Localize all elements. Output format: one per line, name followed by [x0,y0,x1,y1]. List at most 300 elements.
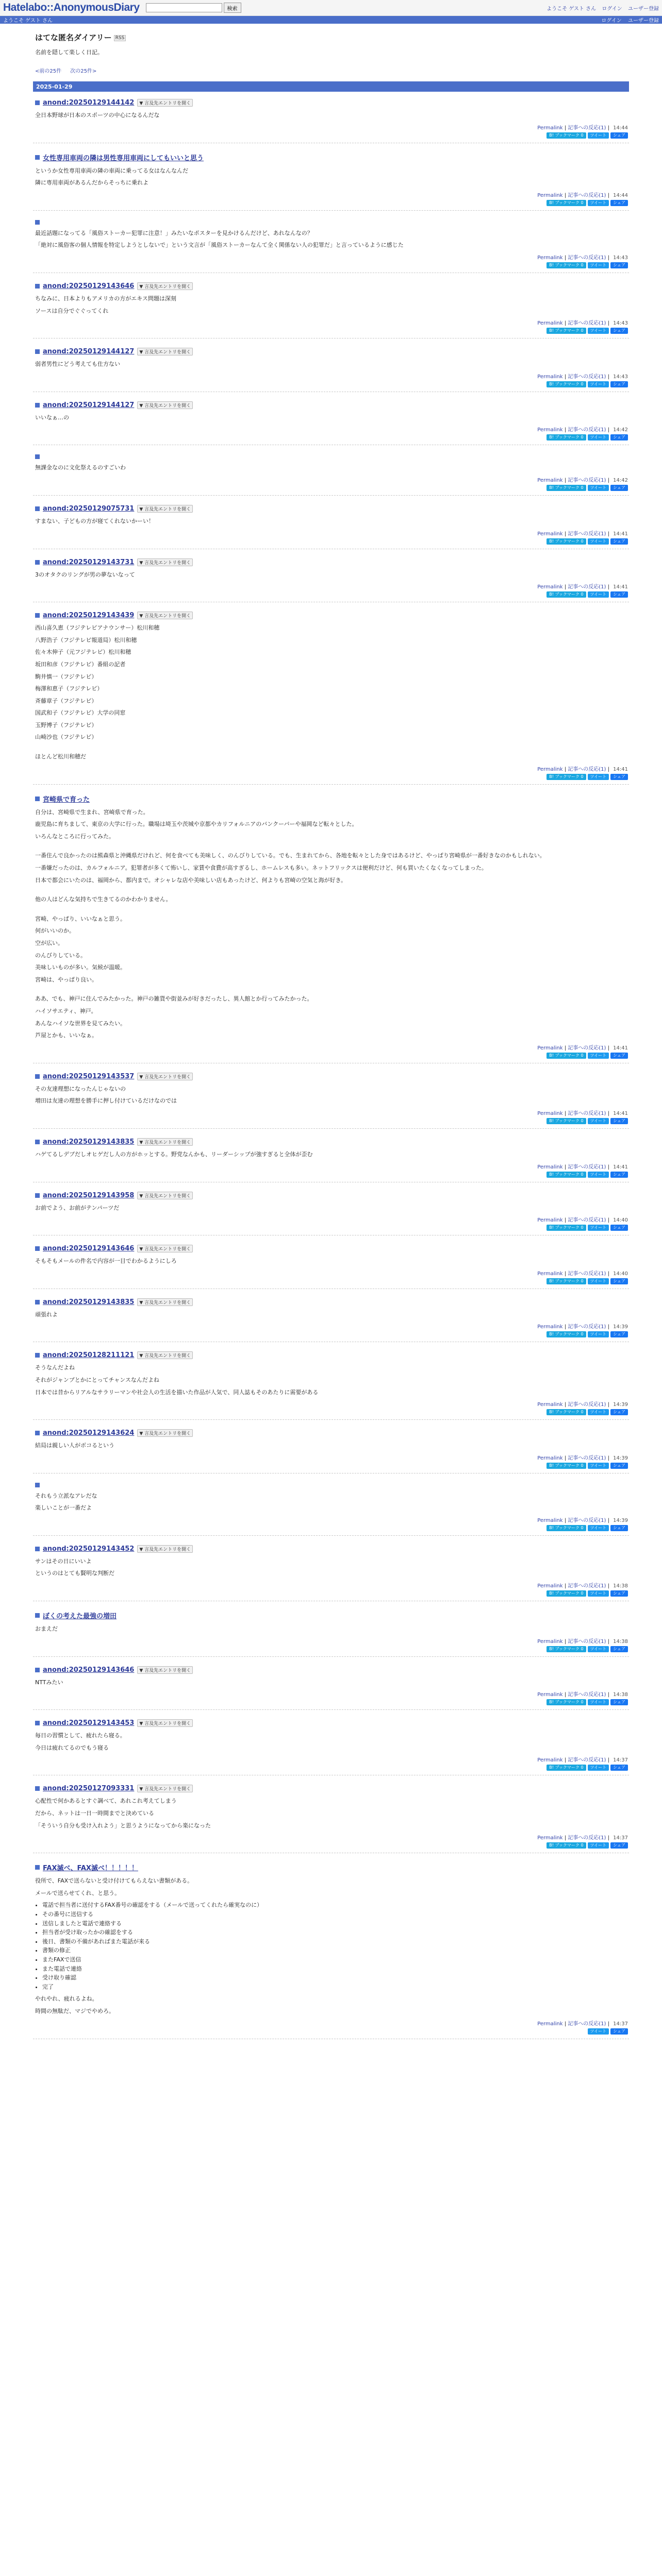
entry-paragraph: 心配性で何かあるとすぐ調べて、あれこれ考えてしまう [35,1798,177,1805]
hatena-bookmark-button[interactable]: B! ブックマーク 0 [547,774,586,780]
share-buttons [35,1646,628,1652]
trackback-link[interactable]: 記事への反応(1) [568,2021,606,2027]
tweet-button[interactable]: ツイート [588,262,609,268]
facebook-share-button[interactable]: シェア [610,1525,628,1531]
entry-paragraph: 弱者男性にどう考えても仕方ない [35,361,120,368]
entry-paragraph: それもう立派なアレだな [35,1492,97,1499]
trackback-link[interactable]: 記事への反応(1) [568,192,606,198]
entry-list-block [42,1901,628,1991]
entry-title-link[interactable]: anond:20250129144127 [43,401,135,409]
facebook-share-button[interactable]: シェア [610,200,628,206]
top-link-register[interactable]: ユーザー登録 [628,6,659,12]
entry-title-link[interactable]: anond:20250129143958 [43,1191,135,1199]
entry [33,607,629,785]
entry-footer: Permalink | 記事への反応(1) | 14:40 [537,1217,628,1224]
entry-paragraph: お前でよう、お前がテンパーツだ [35,1204,120,1211]
permalink-link[interactable]: Permalink [537,1217,563,1224]
permalink-link[interactable]: Permalink [537,1638,563,1645]
entry-paragraph: 八野浩子（フジテレビ報道局）松川和穂 [35,636,137,643]
entry-time: 14:44 [613,125,628,131]
tweet-button[interactable]: ツイート [588,434,609,440]
hatena-bookmark-button[interactable]: B! ブックマーク 0 [547,1053,586,1059]
entry-title-link[interactable]: anond:20250129143439 [43,612,135,620]
facebook-share-button[interactable]: シェア [610,434,628,440]
entry-title [35,1666,628,1674]
trackback-link[interactable]: 記事への反応(1) [568,1757,606,1764]
entry-paragraph: というのはとても賢明な判断だ [35,1570,114,1577]
tweet-button[interactable]: ツイート [588,1409,609,1415]
entry-marker-icon[interactable] [35,1300,40,1304]
facebook-share-button[interactable]: シェア [610,328,628,334]
entry-marker-icon[interactable] [35,1353,40,1358]
open-anchor-button[interactable]: ▼ 言及先エントリを開く [137,1429,193,1437]
entry-marker-icon[interactable] [35,1721,40,1725]
tweet-button[interactable]: ツイート [588,2028,609,2035]
entry-paragraph: NTTみたい [35,1679,63,1686]
entry-list-item: • その番号に送信する [42,1910,628,1919]
facebook-share-button[interactable]: シェア [610,1699,628,1705]
pager-next-link[interactable]: 次の25件> [70,69,97,74]
trackback-link[interactable]: 記事への反応(1) [568,255,606,261]
trackback-link[interactable]: 記事への反応(1) [568,1270,606,1277]
entry-title [35,1545,628,1553]
facebook-share-button[interactable]: シェア [610,1765,628,1771]
entry-body [35,294,628,315]
entry-title-link[interactable]: anond:20250128211121 [43,1351,135,1360]
hatena-bookmark-button[interactable]: B! ブックマーク 0 [547,1525,586,1531]
share-buttons [35,434,628,440]
diary-title [35,32,662,43]
entry [33,790,629,1063]
open-anchor-button[interactable]: ▼ 言及先エントリを開く [137,558,193,566]
entry-footer: Permalink | 記事への反応(1) | 14:41 [537,531,628,537]
entry-paragraph: 「そういう自分も受け入れよう」と思うようになってから楽になった [35,1822,211,1829]
hatena-bookmark-button[interactable]: B! ブックマーク 0 [547,1646,586,1652]
entry-marker-icon[interactable] [35,1246,40,1251]
facebook-share-button[interactable]: シェア [610,774,628,780]
permalink-link[interactable]: Permalink [537,1164,563,1170]
facebook-share-button[interactable]: シェア [610,2028,628,2035]
entry-marker-icon[interactable] [35,100,40,105]
entry-body [35,570,628,580]
permalink-link[interactable]: Permalink [537,255,563,261]
open-anchor-button[interactable]: ▼ 言及先エントリを開く [137,1719,193,1727]
open-anchor-button[interactable]: ▼ 言及先エントリを開く [137,1073,193,1080]
entry-marker-icon[interactable] [35,1613,40,1618]
tweet-button[interactable]: ツイート [588,328,609,334]
share-buttons [35,591,628,598]
facebook-share-button[interactable]: シェア [610,1409,628,1415]
trackback-link[interactable]: 記事への反応(1) [568,1835,606,1841]
tweet-button[interactable]: ツイート [588,1278,609,1284]
trackback-link[interactable]: 記事への反応(1) [568,427,606,433]
entry [33,148,629,211]
entry-marker-icon[interactable] [35,1786,40,1791]
facebook-share-button[interactable]: シェア [610,538,628,545]
open-anchor-button[interactable]: ▼ 言及先エントリを開く [137,1785,193,1792]
share-buttons [35,262,628,268]
facebook-share-button[interactable]: シェア [610,1278,628,1284]
entry-paragraph: そもそもメールの件名で内容が一目でわかるようにしろ [35,1258,177,1265]
open-anchor-button[interactable]: ▼ 言及先エントリを開く [137,1351,193,1359]
entry [33,1858,629,2039]
hatena-bookmark-button[interactable]: B! ブックマーク 0 [547,1765,586,1771]
tweet-button[interactable]: ツイート [588,1765,609,1771]
entry-marker-icon[interactable] [35,1668,40,1672]
trackback-link[interactable]: 記事への反応(1) [568,1164,606,1170]
login-link[interactable]: ログイン [601,18,622,24]
entry-body [35,1678,628,1687]
entry-footer: Permalink | 記事への反応(1) | 14:39 [537,1402,628,1408]
rss-icon[interactable]: RSS [114,35,126,41]
permalink-link[interactable]: Permalink [537,2021,563,2027]
tweet-button[interactable]: ツイート [588,1118,609,1124]
permalink-link[interactable]: Permalink [537,584,563,590]
entry-time: 14:43 [613,374,628,380]
entry-title-link[interactable]: 宮崎県で育った [43,795,90,804]
hatena-bookmark-button[interactable]: B! ブックマーク 0 [547,591,586,598]
permalink-link[interactable]: Permalink [537,1692,563,1698]
trackback-link[interactable]: 記事への反応(1) [568,1638,606,1645]
entry-title-link[interactable]: anond:20250129075731 [43,504,135,513]
entry-title-link[interactable]: anond:20250129144142 [43,99,135,107]
entry-footer: Permalink | 記事への反応(1) | 14:44 [537,192,628,198]
trackback-link[interactable]: 記事への反応(1) [568,1045,606,1051]
entry-marker-icon[interactable] [35,1140,40,1144]
entry-marker-icon[interactable] [35,155,40,160]
entry-footer: Permalink | 記事への反応(1) | 14:39 [537,1517,628,1523]
entry-paragraph: 無課金なのに文化祭えるのすごいわ [35,464,126,471]
tweet-button[interactable]: ツイート [588,774,609,780]
entry-paragraph [35,844,628,848]
entry-title-link[interactable]: anond:20250129143537 [43,1072,135,1080]
trackback-link[interactable]: 記事への反応(1) [568,1324,606,1330]
hatena-bookmark-button[interactable]: B! ブックマーク 0 [547,132,586,139]
entry-title-link[interactable]: anond:20250129143453 [43,1719,135,1727]
diary-title-link[interactable]: はてな匿名ダイアリー [35,33,112,42]
entry-marker-icon[interactable] [35,506,40,511]
permalink-link[interactable]: Permalink [537,1270,563,1277]
permalink-link[interactable]: Permalink [537,1835,563,1841]
entry-paragraph: 一番住んで良かったのは熊森県と沖縄県だけれど、何を食べても美味しく、のんびりしている。でも、生まれてから、各地を転々とした身ではあるけど、やっぱり宮崎県が一番好きなのかもしれない。 [35,852,545,859]
tweet-button[interactable]: ツイート [588,200,609,206]
hatena-bookmark-button[interactable]: B! ブックマーク 0 [547,1842,586,1849]
open-anchor-button[interactable]: ▼ 言及先エントリを開く [137,99,193,107]
entry-body [35,1731,628,1752]
tweet-button[interactable]: ツイート [588,1590,609,1597]
permalink-link[interactable]: Permalink [537,1757,563,1764]
entry-marker-icon[interactable] [35,1483,40,1487]
hatena-bookmark-button[interactable]: B! ブックマーク 0 [547,1590,586,1597]
entry-body [35,229,628,250]
open-anchor-button[interactable]: ▼ 言及先エントリを開く [137,1192,193,1199]
search-input[interactable] [146,3,222,12]
entry-title [35,612,628,619]
hatena-bookmark-button[interactable]: B! ブックマーク 0 [547,1699,586,1705]
trackback-link[interactable]: 記事への反応(1) [568,1692,606,1698]
hatena-bookmark-button[interactable]: B! ブックマーク 0 [547,538,586,545]
entry-marker-icon[interactable] [35,1431,40,1435]
entry-title-link[interactable]: ぼくの考えた最強の増田 [43,1613,117,1621]
entry-paragraph: というか女性専用車両の隣の車両に乗ってる女はなんなんだ [35,167,188,174]
tweet-button[interactable]: ツイート [588,1172,609,1178]
hatena-bookmark-button[interactable]: B! ブックマーク 0 [547,1331,586,1337]
facebook-share-button[interactable]: シェア [610,381,628,387]
entry-title-link[interactable]: anond:20250129143452 [43,1545,135,1553]
entry-paragraph [35,888,628,892]
entry-paragraph: いろんなところに行ってみた。 [35,833,114,840]
entry-title-link[interactable]: FAX滅べ、FAX滅べ！！！！！ [43,1865,138,1873]
entry-title [35,1192,628,1199]
top-links [542,4,659,12]
entry-footer: Permalink | 記事への反応(1) | 14:41 [537,584,628,590]
entry-marker-icon[interactable] [35,1547,40,1551]
entry-marker-icon[interactable] [35,613,40,618]
entry-paragraph: 宮崎は、やっぱり良い。 [35,976,97,983]
share-buttons [35,1053,628,1059]
tweet-button[interactable]: ツイート [588,1463,609,1469]
entry-time: 14:41 [613,584,628,590]
trackback-link[interactable]: 記事への反応(1) [568,1110,606,1116]
entry-footer: Permalink | 記事への反応(1) | 14:42 [537,477,628,483]
entry-title-link[interactable]: anond:20250129143835 [43,1298,135,1306]
entry-paragraph: あんなハイソな世界を見てみたい。 [35,1020,126,1027]
open-anchor-button[interactable]: ▼ 言及先エントリを開く [137,612,193,619]
trackback-link[interactable]: 記事への反応(1) [568,584,606,590]
facebook-share-button[interactable]: シェア [610,485,628,491]
entry-paragraph: 宮崎、やっぱり、いいなぁと思う。 [35,915,126,922]
entry-marker-icon[interactable] [35,220,40,225]
hatena-bookmark-button[interactable]: B! ブックマーク 0 [547,200,586,206]
entry-title-link[interactable]: anond:20250129144127 [43,348,135,356]
permalink-link[interactable]: Permalink [537,427,563,433]
entry-body [35,1363,628,1397]
entry-title-link[interactable]: anond:20250129143835 [43,1138,135,1146]
tweet-button[interactable]: ツイート [588,538,609,545]
site-logo[interactable]: Hatelabo::AnonymousDiary [3,2,140,13]
open-anchor-button[interactable]: ▼ 言及先エントリを開く [137,282,193,290]
entry-time: 14:41 [613,1110,628,1116]
entry-footer: Permalink | 記事への反応(1) | 14:41 [537,1110,628,1116]
entry-marker-icon[interactable] [35,1193,40,1198]
entry-marker-icon[interactable] [35,349,40,354]
hatena-bookmark-button[interactable]: B! ブックマーク 0 [547,485,586,491]
tweet-button[interactable]: ツイート [588,1842,609,1849]
entry-title-link[interactable]: anond:20250129143731 [43,558,135,566]
facebook-share-button[interactable]: シェア [610,1590,628,1597]
entry-marker-icon[interactable] [35,1865,40,1870]
tweet-button[interactable]: ツイート [588,1525,609,1531]
share-buttons [35,1409,628,1415]
hatena-bookmark-button[interactable]: B! ブックマーク 0 [547,381,586,387]
permalink-link[interactable]: Permalink [537,1110,563,1116]
entry-list-item: • 受け取り確認 [42,1973,628,1982]
trackback-link[interactable]: 記事への反応(1) [568,320,606,327]
permalink-link[interactable]: Permalink [537,1045,563,1051]
trackback-link[interactable]: 記事への反応(1) [568,1583,606,1589]
entry-body [35,360,628,369]
facebook-share-button[interactable]: シェア [610,1842,628,1849]
entry-paragraph: ほとんど松川和穂だ [35,753,86,760]
entry-paragraph: 何がいいのか。 [35,927,75,935]
permalink-link[interactable]: Permalink [537,1324,563,1330]
permalink-link[interactable]: Permalink [537,477,563,483]
permalink-link[interactable]: Permalink [537,192,563,198]
entry-footer: Permalink | 記事への反応(1) | 14:41 [537,1164,628,1170]
hatena-bookmark-button[interactable]: B! ブックマーク 0 [547,328,586,334]
entry-title [35,1719,628,1727]
permalink-link[interactable]: Permalink [537,1517,563,1523]
facebook-share-button[interactable]: シェア [610,591,628,598]
open-anchor-button[interactable]: ▼ 言及先エントリを開く [137,348,193,355]
share-buttons [35,538,628,545]
share-buttons [35,1765,628,1771]
entry-paragraph: ソースは自分でぐぐってくれ [35,307,109,314]
entry-list-item: • また電話で連絡 [42,1964,628,1974]
entry-title-link[interactable]: anond:20250129143646 [43,282,135,290]
facebook-share-button[interactable]: シェア [610,262,628,268]
entry-title [35,348,628,355]
entry-body [35,1624,628,1634]
trackback-link[interactable]: 記事への反応(1) [568,1217,606,1224]
entry-paragraph: のんびりしている。 [35,952,86,959]
trackback-link[interactable]: 記事への反応(1) [568,374,606,380]
hatena-bookmark-button[interactable]: B! ブックマーク 0 [547,1172,586,1178]
entry-paragraph: 美味しいものが多い。気候が温暖。 [35,964,126,971]
entry-title-link[interactable]: anond:20250129143624 [43,1429,135,1437]
entry-title [35,558,628,566]
entry-title-link[interactable]: anond:20250129143646 [43,1245,135,1253]
trackback-link[interactable]: 記事への反応(1) [568,1455,606,1461]
entry [33,1241,629,1289]
facebook-share-button[interactable]: シェア [610,1646,628,1652]
entry-body [35,808,628,1040]
entry-title [35,454,628,459]
open-anchor-button[interactable]: ▼ 言及先エントリを開く [137,1545,193,1553]
entry [33,1606,629,1657]
entry-time: 14:37 [613,2021,628,2027]
trackback-link[interactable]: 記事への反応(1) [568,477,606,483]
entry [33,1541,629,1601]
facebook-share-button[interactable]: シェア [610,1463,628,1469]
open-anchor-button[interactable]: ▼ 言及先エントリを開く [137,401,193,409]
permalink-link[interactable]: Permalink [537,766,563,772]
entry-marker-icon[interactable] [35,403,40,408]
entry-marker-icon[interactable] [35,1074,40,1079]
hatena-bookmark-button[interactable]: B! ブックマーク 0 [547,1118,586,1124]
entry-time: 14:42 [613,477,628,483]
permalink-link[interactable]: Permalink [537,320,563,327]
entry-body [35,517,628,526]
open-anchor-button[interactable]: ▼ 言及先エントリを開く [137,1245,193,1252]
hatena-bookmark-button[interactable]: B! ブックマーク 0 [547,1278,586,1284]
hatena-bookmark-button[interactable]: B! ブックマーク 0 [547,1463,586,1469]
pager-prev-link[interactable]: <前の25件 [35,69,62,74]
entry-title [35,1483,628,1487]
entry-list-item: • 送信しましたと電話で連絡する [42,1919,628,1928]
permalink-link[interactable]: Permalink [537,531,563,537]
facebook-share-button[interactable]: シェア [610,1225,628,1231]
share-buttons [35,132,628,139]
permalink-link[interactable]: Permalink [537,1455,563,1461]
facebook-share-button[interactable]: シェア [610,1053,628,1059]
tweet-button[interactable]: ツイート [588,1331,609,1337]
entry-paragraph: 空が広い。 [35,940,63,946]
entry-title [35,1298,628,1306]
tweet-button[interactable]: ツイート [588,1053,609,1059]
entry-list-item: • 後日、書類の不備があればまた電話が来る [42,1937,628,1946]
entry-paragraph: 玉野博子（フジテレビ） [35,721,97,728]
facebook-share-button[interactable]: シェア [610,1331,628,1337]
facebook-share-button[interactable]: シェア [610,1118,628,1124]
entry [33,1662,629,1710]
share-buttons [35,1172,628,1178]
entry-marker-icon[interactable] [35,454,40,459]
entry-marker-icon[interactable] [35,284,40,289]
tweet-button[interactable]: ツイート [588,591,609,598]
top-link-login[interactable]: ログイン [602,6,622,12]
share-buttons [35,485,628,491]
permalink-link[interactable]: Permalink [537,374,563,380]
trackback-link[interactable]: 記事への反応(1) [568,531,606,537]
tweet-button[interactable]: ツイート [588,1225,609,1231]
open-anchor-button[interactable]: ▼ 言及先エントリを開く [137,505,193,513]
hatena-bookmark-button[interactable]: B! ブックマーク 0 [547,434,586,440]
share-buttons [35,1225,628,1231]
hatena-bookmark-button[interactable]: B! ブックマーク 0 [547,1409,586,1415]
entry-paragraph: 芦屋とかも、いいなぁ。 [35,1032,97,1039]
hatena-bookmark-button[interactable]: B! ブックマーク 0 [547,262,586,268]
trackback-link[interactable]: 記事への反応(1) [568,766,606,772]
entry-list [33,95,629,2039]
tweet-button[interactable]: ツイート [588,1699,609,1705]
tweet-button[interactable]: ツイート [588,381,609,387]
entry-title [35,794,628,804]
entry-title-link[interactable]: anond:20250127093331 [43,1785,135,1793]
permalink-link[interactable]: Permalink [537,1583,563,1589]
facebook-share-button[interactable]: シェア [610,132,628,139]
permalink-link[interactable]: Permalink [537,125,563,131]
open-anchor-button[interactable]: ▼ 言及先エントリを開く [137,1666,193,1674]
welcome-text: ようこそ ゲスト さん [3,18,53,24]
entry-footer: Permalink | 記事への反応(1) | 14:38 [537,1638,628,1645]
open-anchor-button[interactable]: ▼ 言及先エントリを開く [137,1298,193,1306]
top-link-welcome[interactable]: ようこそ ゲスト さん [547,6,597,12]
trackback-link[interactable]: 記事への反応(1) [568,1517,606,1523]
tweet-button[interactable]: ツイート [588,132,609,139]
entry-title-link[interactable]: anond:20250129143646 [43,1666,135,1674]
entry-marker-icon[interactable] [35,560,40,565]
tweet-button[interactable]: ツイート [588,485,609,491]
permalink-link[interactable]: Permalink [537,1402,563,1408]
entry-marker-icon[interactable] [35,796,40,801]
hatena-bookmark-button[interactable]: B! ブックマーク 0 [547,1225,586,1231]
trackback-link[interactable]: 記事への反応(1) [568,1402,606,1408]
register-link[interactable]: ユーザー登録 [628,18,659,24]
open-anchor-button[interactable]: ▼ 言及先エントリを開く [137,1138,193,1146]
entry-time: 14:37 [613,1757,628,1764]
search-button[interactable]: 検索 [224,3,241,13]
facebook-share-button[interactable]: シェア [610,1172,628,1178]
entry [33,1134,629,1182]
entry-list-item: • 電話で担当者に送付するFAX番号の確認をする（メールで送ってくれたら確実なのに） [42,1901,628,1910]
entry-paragraph: 毎日の習慣として、疲れたら寝る。 [35,1732,126,1739]
trackback-link[interactable]: 記事への反応(1) [568,125,606,131]
tweet-button[interactable]: ツイート [588,1646,609,1652]
entry-footer: Permalink | 記事への反応(1) | 14:37 [537,2021,628,2027]
entry-title-link[interactable]: 女性専用車両の隣は男性専用車両にしてもいいと思う [43,154,204,162]
entry-list-item: • 書類の修正 [42,1946,628,1955]
